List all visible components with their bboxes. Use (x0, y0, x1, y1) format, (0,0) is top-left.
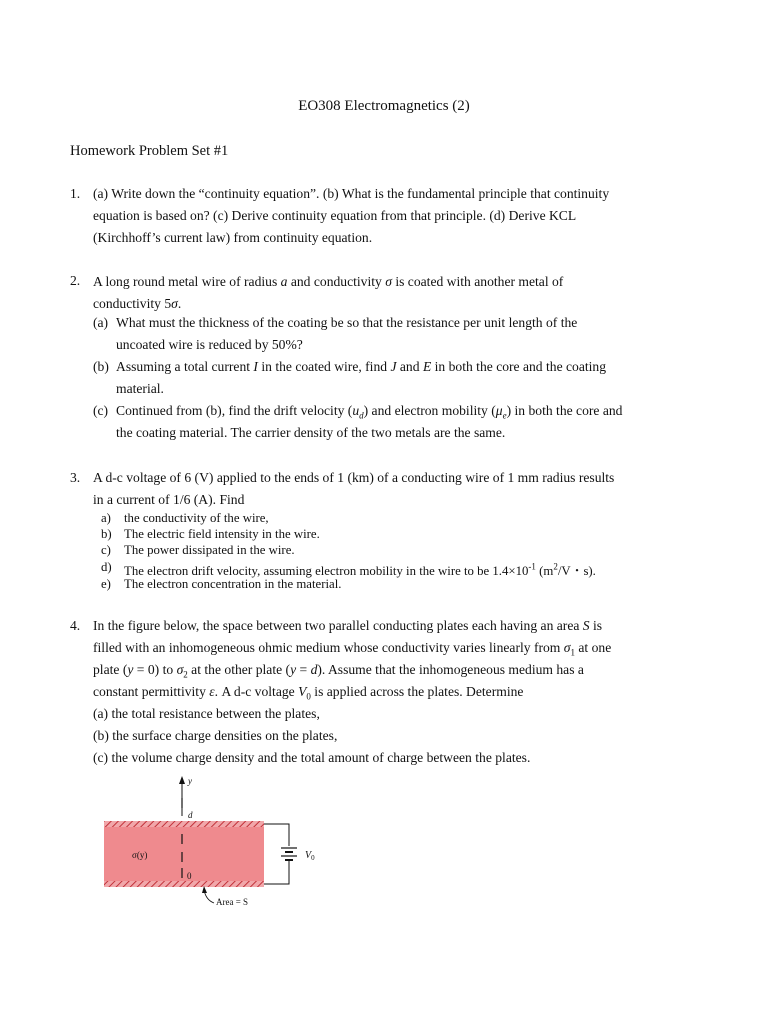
list-item-label: a) (101, 511, 111, 525)
voltage-label: $V_0$ (305, 850, 315, 862)
problem-text-line: (a) Write down the “continuity equation”. (b) What is the fundamental principle that continuity (93, 186, 610, 201)
y-axis-arrowhead (179, 776, 185, 784)
problem-text-line: equation is based on? (c) Derive continuity equation from that principle. (d) Derive KCL (93, 208, 577, 223)
list-item: The electron concentration in the material. (124, 577, 342, 591)
subpart-label: (b) (93, 359, 109, 374)
list-item: The electric field intensity in the wire. (124, 527, 320, 541)
subpart-label: (a) (93, 315, 109, 330)
zero-label: 0 (187, 871, 192, 881)
list-item-label: c) (101, 543, 111, 557)
problem-text-line: (Kirchhoff’s current law) from continuity equation. (93, 230, 373, 245)
circuit-wire (264, 824, 289, 846)
problem-number: 3. (70, 470, 81, 485)
problem-number: 2. (70, 273, 81, 288)
y-axis-label: y (188, 776, 192, 786)
d-label: d (188, 810, 193, 820)
top-plate (104, 821, 264, 827)
problem-number: 4. (70, 618, 81, 633)
problem-text-line: conductivity 5σ. (93, 296, 182, 311)
problem-text-line: A d-c voltage of 6 (V) applied to the ends of 1 (km) of a conducting wire of 1 mm radius results (93, 470, 615, 485)
list-item: The electron drift velocity, assuming electron mobility in the wire to be $1.4\times 10^{-1}$ ($m^2/V$・s). (124, 561, 596, 578)
problem-text-line: in a current of 1/6 (A). Find (93, 492, 245, 507)
list-item-label: b) (101, 527, 112, 541)
subpart-text: (c) the volume charge density and the total amount of charge between the plates. (93, 750, 531, 765)
subpart-text: material. (116, 381, 164, 396)
page-title: EO308 Electromagnetics (2) (298, 98, 470, 114)
problem-text-line: filled with an inhomogeneous ohmic medium whose conductivity varies linearly from $\sigma_1$ at one (93, 640, 612, 658)
list-item-label: d) (101, 560, 112, 574)
problem-text-line: A long round metal wire of radius a and conductivity σ is coated with another metal of (93, 274, 564, 289)
problem-number: 1. (70, 186, 81, 201)
circuit-wire (264, 860, 289, 884)
problem-set-heading: Homework Problem Set #1 (70, 143, 229, 159)
parallel-plate-figure (96, 772, 336, 912)
list-item-label: e) (101, 577, 111, 591)
subpart-text: (a) the total resistance between the plates, (93, 706, 320, 721)
problem-text-line: plate (y = 0) to $\sigma_2$ at the other plate (y = d). Assume that the inhomogeneous medium has a (93, 662, 584, 680)
subpart-label: (c) (93, 403, 109, 418)
bottom-plate (104, 881, 264, 887)
area-pointer-head (202, 886, 207, 893)
subpart-text: (b) the surface charge densities on the plates, (93, 728, 338, 743)
area-label: Area = S (216, 897, 249, 907)
subpart-text: Assuming a total current I in the coated wire, find J and E in both the core and the coating (116, 359, 607, 374)
subpart-text: uncoated wire is reduced by 50%? (116, 337, 303, 352)
sigma-label: σ(y) (132, 850, 148, 860)
list-item: the conductivity of the wire, (124, 511, 269, 525)
subpart-text: What must the thickness of the coating be so that the resistance per unit length of the (116, 315, 578, 330)
problem-text-line: constant permittivity ε. A d-c voltage $V_0$ is applied across the plates. Determine (93, 684, 524, 702)
inhomogeneous-medium (104, 826, 264, 882)
problem-text-line: In the figure below, the space between two parallel conducting plates each having an area S is (93, 618, 603, 633)
subpart-text: the coating material. The carrier density of the two metals are the same. (116, 425, 506, 440)
subpart-text: Continued from (b), find the drift velocity $(u_d)$ and electron mobility $(\mu_e)$ in both the core and (116, 403, 623, 421)
list-item: The power dissipated in the wire. (124, 543, 295, 557)
